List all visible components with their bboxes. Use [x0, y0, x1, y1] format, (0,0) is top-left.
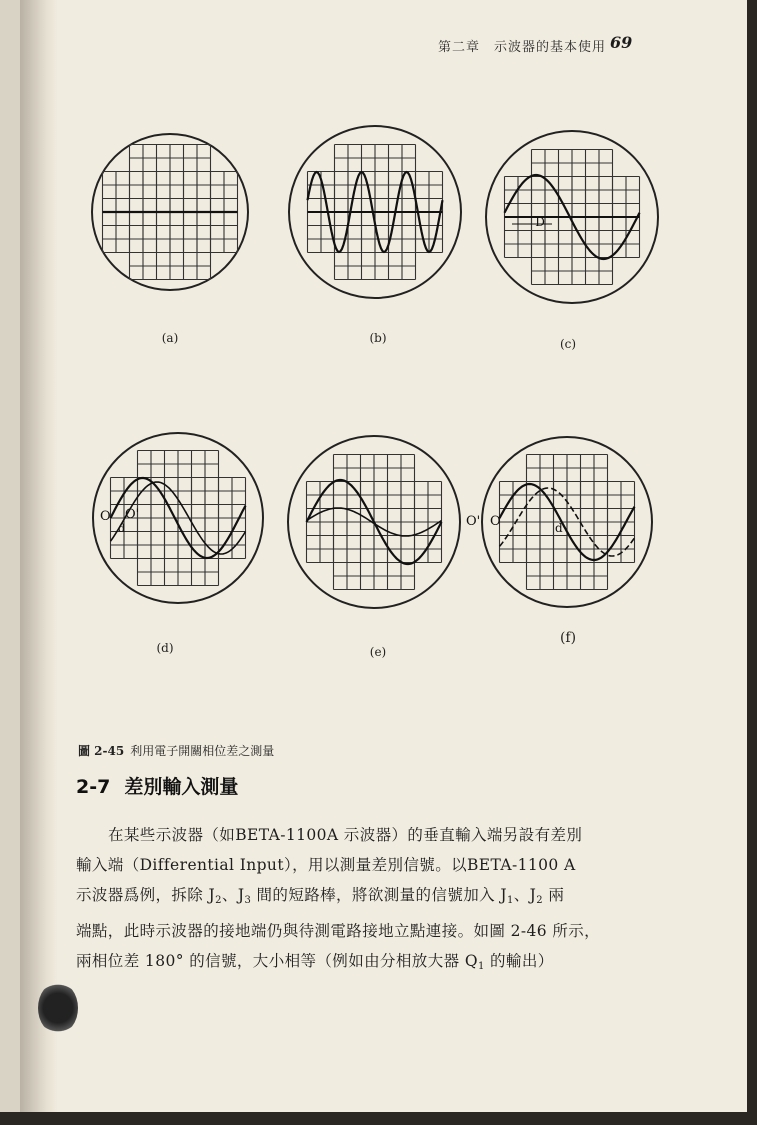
- scope-c: [486, 131, 658, 303]
- panel-label-d: (d): [156, 641, 174, 655]
- oscilloscope-panels: [92, 126, 658, 608]
- panel-label-c: (c): [559, 337, 577, 351]
- annotation-c-d: D: [535, 215, 545, 229]
- section-number: 2-7: [76, 776, 111, 798]
- body-line-3: 示波器爲例，拆除 $J_2$、$J_3$ 間的短路棒，將欲測量的信號加入 $J_1$、$J_2$ 兩: [76, 886, 565, 906]
- scope-b: [289, 126, 461, 298]
- panel-label-b: (b): [369, 331, 387, 345]
- scope-d: [93, 433, 263, 603]
- panel-label-f: (f): [559, 630, 577, 646]
- section-heading: [76, 772, 238, 799]
- annotation-f-o: O: [490, 514, 501, 529]
- body-line-1: 在某些示波器（如BETA-1100A 示波器）的垂直輸入端另設有差別: [108, 826, 583, 844]
- section-title: 差別輸入測量: [124, 776, 239, 798]
- annotation-d-d: d: [118, 522, 126, 535]
- panel-label-a: (a): [161, 331, 179, 345]
- panel-label-e: (e): [369, 645, 387, 659]
- page-number: 69: [610, 33, 633, 52]
- annotation-f-d: d: [555, 521, 563, 535]
- scope-a: [92, 134, 248, 290]
- binding-hole: [38, 982, 78, 1034]
- scope-f: [482, 437, 652, 607]
- annotation-f-o-prime: O': [466, 514, 481, 529]
- scope-e: [288, 436, 460, 608]
- figure-number: 圖 2-45: [78, 744, 125, 758]
- body-line-2: 輸入端（Differential Input），用以測量差別信號。以BETA-1100 A: [76, 856, 576, 874]
- body-line-4: 端點，此時示波器的接地端仍與待測電路接地立點連接。如圖 2-46 所示，: [76, 922, 601, 940]
- body-text: [76, 820, 666, 982]
- figure-caption: [78, 742, 274, 759]
- body-line-5: 兩相位差 180° 的信號，大小相等（例如由分相放大器 $Q_1$ 的輸出）: [76, 952, 554, 972]
- annotation-d-o-prime: O': [125, 507, 140, 522]
- annotation-d-o: O: [100, 509, 111, 524]
- running-title: 第二章 示波器的基本使用: [438, 40, 607, 55]
- figure-caption-text: 利用電子開關相位差之測量: [130, 744, 275, 758]
